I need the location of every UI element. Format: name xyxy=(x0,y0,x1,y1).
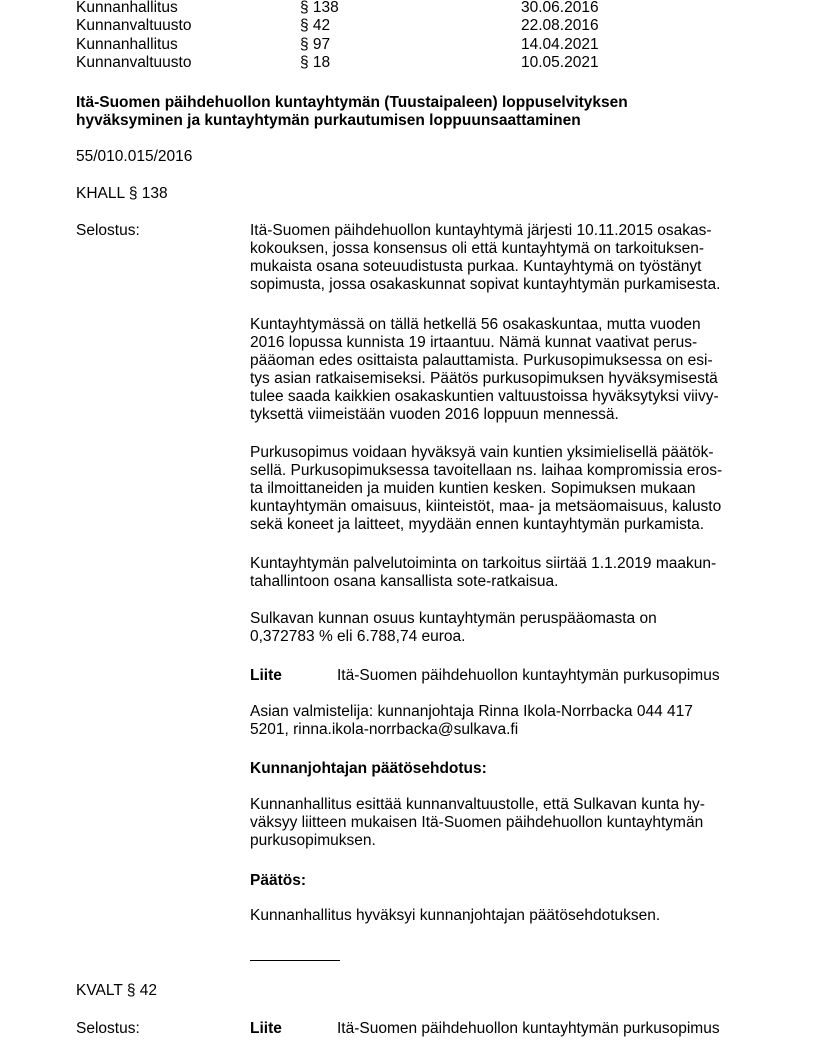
text-line: sopimusta, jossa osakaskunnat sopivat kuntayhtymän purkamisesta. xyxy=(250,276,721,293)
proposal-text xyxy=(250,796,750,850)
khall-reference: KHALL § 138 xyxy=(76,185,168,202)
history-section: § 42 xyxy=(300,17,331,34)
title-line: hyväksyminen ja kuntayhtymän purkautumisen loppuunsaattaminen xyxy=(76,112,581,129)
text-line: sellä. Purkusopimuksessa tavoitellaan ns. laihaa kompromissia eros- xyxy=(250,462,723,479)
diary-number: 55/010.015/2016 xyxy=(76,148,193,165)
text-line: Asian valmistelija: kunnanjohtaja Rinna Ikola-Norrbacka 044 417 xyxy=(250,703,693,720)
history-body: Kunnanhallitus xyxy=(76,0,178,16)
selostus-label-2: Selostus: xyxy=(76,1020,140,1037)
text-line: 5201, rinna.ikola-norrbacka@sulkava.fi xyxy=(250,721,519,738)
document-title xyxy=(76,94,776,130)
text-line: Kuntayhtymässä on tällä hetkellä 56 osakaskuntaa, mutta vuoden xyxy=(250,316,701,333)
text-line: kokouksen, jossa konsensus oli että kuntayhtymä on tarkoituksen- xyxy=(250,240,705,257)
history-body: Kunnanvaltuusto xyxy=(76,17,192,34)
paragraph xyxy=(250,316,750,424)
text-line: sekä koneet ja laitteet, myydään ennen kuntayhtymän purkamista. xyxy=(250,516,705,533)
history-row xyxy=(0,54,816,72)
text-line: mukaista osana soteuudistusta purkaa. Kuntayhtymä on työstänyt xyxy=(250,258,702,275)
text-line: Sulkavan kunnan osuus kuntayhtymän peruspääomasta on xyxy=(250,610,657,627)
text-line: tys asian ratkaisemiseksi. Päätös purkusopimuksen hyväksymisestä xyxy=(250,370,718,387)
attachment-text: Itä-Suomen päihdehuollon kuntayhtymän purkusopimus xyxy=(337,667,720,684)
text-line: väksyy liitteen mukaisen Itä-Suomen päihdehuollon kuntayhtymän xyxy=(250,814,704,831)
history-date: 10.05.2021 xyxy=(521,54,599,71)
paragraph xyxy=(250,222,750,294)
history-row xyxy=(0,17,816,35)
history-section: § 18 xyxy=(300,54,331,71)
history-date: 22.08.2016 xyxy=(521,17,599,34)
history-section: § 97 xyxy=(300,36,331,53)
text-line: purkusopimuksen. xyxy=(250,832,376,849)
decision-text: Kunnanhallitus hyväksyi kunnanjohtajan päätösehdotuksen. xyxy=(250,907,661,924)
history-date: 14.04.2021 xyxy=(521,36,599,53)
attachment-label-2: Liite xyxy=(250,1020,282,1037)
kvalt-reference: KVALT § 42 xyxy=(76,982,157,999)
decision-heading: Päätös: xyxy=(250,872,306,889)
history-section: § 138 xyxy=(300,0,339,16)
text-line: tulee saada kaikkien osakaskuntien valtuustoissa hyväksytyksi viivy- xyxy=(250,388,719,405)
selostus-label: Selostus: xyxy=(76,222,140,239)
text-line: tahallintoon osana kansallista sote-ratkaisua. xyxy=(250,573,559,590)
paragraph xyxy=(250,444,750,534)
proposal-heading: Kunnanjohtajan päätösehdotus: xyxy=(250,760,487,777)
attachment-text-2: Itä-Suomen päihdehuollon kuntayhtymän purkusopimus xyxy=(337,1020,720,1037)
history-row xyxy=(0,36,816,54)
preparer-info xyxy=(250,703,750,739)
text-line: 2016 lopussa kunnista 19 irtaantuu. Nämä kunnat vaativat perus- xyxy=(250,334,698,351)
paragraph xyxy=(250,610,750,646)
text-line: 0,372783 % eli 6.788,74 euroa. xyxy=(250,628,466,645)
history-row xyxy=(0,0,816,17)
text-line: pääoman edes osittaista palauttamista. Purkusopimuksessa on esi- xyxy=(250,352,713,369)
text-line: Kunnanhallitus esittää kunnanvaltuustolle, että Sulkavan kunta hy- xyxy=(250,796,705,813)
text-line: Itä-Suomen päihdehuollon kuntayhtymä järjesti 10.11.2015 osakas- xyxy=(250,222,712,239)
attachment-label: Liite xyxy=(250,667,282,684)
history-date: 30.06.2016 xyxy=(521,0,599,16)
text-line: Kuntayhtymän palvelutoiminta on tarkoitus siirtää 1.1.2019 maakun- xyxy=(250,555,717,572)
history-body: Kunnanvaltuusto xyxy=(76,54,192,71)
text-line: ta ilmoittaneiden ja muiden kuntien kesken. Sopimuksen mukaan xyxy=(250,480,696,497)
divider xyxy=(250,960,340,961)
text-line: tyksettä viimeistään vuoden 2016 loppuun mennessä. xyxy=(250,406,619,423)
history-body: Kunnanhallitus xyxy=(76,36,178,53)
text-line: kuntayhtymän omaisuus, kiinteistöt, maa- ja metsäomaisuus, kalusto xyxy=(250,498,722,515)
paragraph xyxy=(250,555,750,591)
title-line: Itä-Suomen päihdehuollon kuntayhtymän (Tuustaipaleen) loppuselvityksen xyxy=(76,94,628,111)
text-line: Purkusopimus voidaan hyväksyä vain kuntien yksimielisellä päätök- xyxy=(250,444,714,461)
